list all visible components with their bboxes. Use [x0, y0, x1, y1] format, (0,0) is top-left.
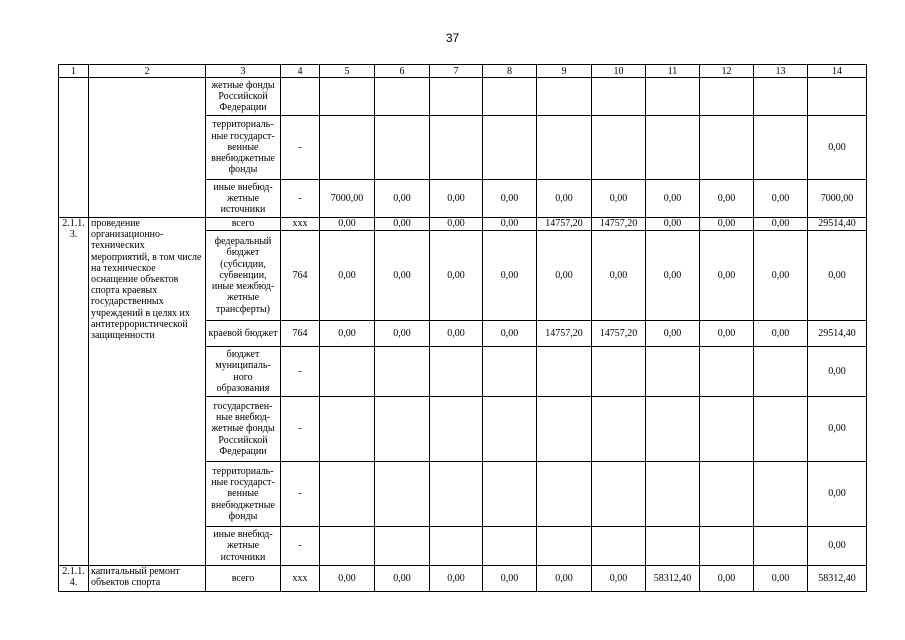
- amount-cell: [592, 527, 646, 566]
- amount-cell: 58312,40: [808, 566, 867, 592]
- amount-cell: [375, 78, 430, 116]
- amount-cell: [375, 347, 430, 397]
- amount-cell: [754, 462, 808, 527]
- empty-cell: [89, 78, 206, 218]
- amount-cell: 0,00: [808, 116, 867, 180]
- column-header: 8: [483, 65, 537, 78]
- table-row: [59, 78, 867, 116]
- amount-cell: [375, 397, 430, 462]
- amount-cell: 58312,40: [646, 566, 700, 592]
- funding-source: всего: [206, 218, 281, 231]
- row-number: 2.1.1. 4.: [59, 566, 89, 592]
- amount-cell: 0,00: [646, 321, 700, 347]
- funding-source: бюджет муниципаль-ного образования: [206, 347, 281, 397]
- amount-cell: [483, 116, 537, 180]
- amount-cell: [483, 462, 537, 527]
- amount-cell: 0,00: [700, 321, 754, 347]
- amount-cell: [700, 116, 754, 180]
- amount-cell: [700, 527, 754, 566]
- funding-source: федеральный бюджет (субсидии, субвенции, иные межбюд-жетные трансферты): [206, 231, 281, 321]
- amount-cell: 0,00: [430, 218, 483, 231]
- amount-cell: [430, 527, 483, 566]
- column-header: 13: [754, 65, 808, 78]
- amount-cell: [592, 347, 646, 397]
- amount-cell: [754, 78, 808, 116]
- amount-cell: [537, 462, 592, 527]
- amount-cell: 0,00: [483, 218, 537, 231]
- amount-cell: 0,00: [808, 231, 867, 321]
- amount-cell: 0,00: [646, 218, 700, 231]
- amount-cell: 0,00: [592, 231, 646, 321]
- amount-cell: 0,00: [537, 566, 592, 592]
- amount-cell: [646, 527, 700, 566]
- amount-cell: [320, 116, 375, 180]
- amount-cell: [430, 347, 483, 397]
- budget-code: -: [281, 180, 320, 218]
- column-header: 4: [281, 65, 320, 78]
- amount-cell: [537, 347, 592, 397]
- budget-code: -: [281, 462, 320, 527]
- budget-code: 764: [281, 321, 320, 347]
- amount-cell: [537, 527, 592, 566]
- column-header: 1: [59, 65, 89, 78]
- amount-cell: [537, 78, 592, 116]
- amount-cell: 14757,20: [537, 321, 592, 347]
- amount-cell: 0,00: [754, 321, 808, 347]
- amount-cell: [483, 78, 537, 116]
- amount-cell: [537, 116, 592, 180]
- amount-cell: 0,00: [320, 218, 375, 231]
- amount-cell: 0,00: [808, 397, 867, 462]
- funding-source: жетные фонды Российской Федерации: [206, 78, 281, 116]
- amount-cell: [375, 116, 430, 180]
- amount-cell: 0,00: [375, 218, 430, 231]
- column-header: 11: [646, 65, 700, 78]
- amount-cell: 0,00: [592, 180, 646, 218]
- funding-source: иные внебюд-жетные источники: [206, 180, 281, 218]
- budget-code: 764: [281, 231, 320, 321]
- amount-cell: 0,00: [754, 218, 808, 231]
- funding-source: территориаль-ные государст-венные внебюджетные фонды: [206, 462, 281, 527]
- amount-cell: 7000,00: [808, 180, 867, 218]
- amount-cell: [754, 527, 808, 566]
- amount-cell: [700, 347, 754, 397]
- amount-cell: [320, 347, 375, 397]
- amount-cell: [320, 78, 375, 116]
- budget-code: -: [281, 397, 320, 462]
- funding-source: территориаль-ные государст-венные внебюджетные фонды: [206, 116, 281, 180]
- amount-cell: 0,00: [808, 462, 867, 527]
- amount-cell: 0,00: [430, 321, 483, 347]
- budget-code: [281, 78, 320, 116]
- amount-cell: [483, 397, 537, 462]
- amount-cell: 0,00: [700, 180, 754, 218]
- amount-cell: [646, 462, 700, 527]
- amount-cell: 0,00: [483, 321, 537, 347]
- column-header: 6: [375, 65, 430, 78]
- amount-cell: [592, 397, 646, 462]
- activity-name: проведение организационно-технических мероприятий, в том числе на техническое оснащение объектов спорта краевых государственных учреждений в целях их антитеррористической защищенности: [89, 218, 206, 566]
- empty-cell: [59, 78, 89, 218]
- amount-cell: 29514,40: [808, 218, 867, 231]
- budget-table: [58, 64, 867, 592]
- amount-cell: [537, 397, 592, 462]
- header-row: [59, 65, 867, 78]
- budget-code: -: [281, 527, 320, 566]
- amount-cell: 14757,20: [537, 218, 592, 231]
- amount-cell: 0,00: [320, 321, 375, 347]
- amount-cell: [700, 78, 754, 116]
- budget-code: ххх: [281, 218, 320, 231]
- amount-cell: 7000,00: [320, 180, 375, 218]
- amount-cell: 0,00: [483, 231, 537, 321]
- amount-cell: [430, 116, 483, 180]
- budget-code: -: [281, 347, 320, 397]
- amount-cell: [320, 527, 375, 566]
- funding-source: государствен-ные внебюд-жетные фонды Российской Федерации: [206, 397, 281, 462]
- amount-cell: 0,00: [537, 180, 592, 218]
- amount-cell: 0,00: [646, 231, 700, 321]
- funding-source: иные внебюд-жетные источники: [206, 527, 281, 566]
- amount-cell: 29514,40: [808, 321, 867, 347]
- amount-cell: [483, 527, 537, 566]
- column-header: 5: [320, 65, 375, 78]
- amount-cell: [646, 347, 700, 397]
- row-number: 2.1.1. 3.: [59, 218, 89, 566]
- amount-cell: [430, 78, 483, 116]
- amount-cell: 0,00: [592, 566, 646, 592]
- column-header: 7: [430, 65, 483, 78]
- amount-cell: 0,00: [700, 231, 754, 321]
- amount-cell: [754, 347, 808, 397]
- table-row: [59, 566, 867, 592]
- amount-cell: 0,00: [430, 231, 483, 321]
- column-header: 12: [700, 65, 754, 78]
- amount-cell: [320, 462, 375, 527]
- amount-cell: 0,00: [700, 566, 754, 592]
- amount-cell: 0,00: [430, 180, 483, 218]
- amount-cell: [483, 347, 537, 397]
- amount-cell: [646, 78, 700, 116]
- page-number: 37: [445, 31, 460, 45]
- amount-cell: [375, 527, 430, 566]
- amount-cell: 0,00: [754, 180, 808, 218]
- amount-cell: 0,00: [430, 566, 483, 592]
- amount-cell: 0,00: [700, 218, 754, 231]
- amount-cell: 0,00: [754, 566, 808, 592]
- table-row: [59, 218, 867, 231]
- amount-cell: 0,00: [320, 566, 375, 592]
- amount-cell: [592, 116, 646, 180]
- column-header: 10: [592, 65, 646, 78]
- amount-cell: [592, 78, 646, 116]
- amount-cell: 0,00: [320, 231, 375, 321]
- column-header: 14: [808, 65, 867, 78]
- budget-code: -: [281, 116, 320, 180]
- amount-cell: 0,00: [808, 527, 867, 566]
- funding-source: всего: [206, 566, 281, 592]
- amount-cell: [375, 462, 430, 527]
- amount-cell: [808, 78, 867, 116]
- column-header: 9: [537, 65, 592, 78]
- amount-cell: [700, 462, 754, 527]
- column-header: 2: [89, 65, 206, 78]
- amount-cell: [430, 397, 483, 462]
- amount-cell: 0,00: [375, 321, 430, 347]
- amount-cell: [646, 116, 700, 180]
- amount-cell: [700, 397, 754, 462]
- funding-source: краевой бюджет: [206, 321, 281, 347]
- amount-cell: 0,00: [483, 566, 537, 592]
- amount-cell: 0,00: [375, 231, 430, 321]
- amount-cell: 0,00: [375, 566, 430, 592]
- amount-cell: [754, 397, 808, 462]
- amount-cell: [592, 462, 646, 527]
- budget-code: ххх: [281, 566, 320, 592]
- amount-cell: 14757,20: [592, 321, 646, 347]
- amount-cell: 0,00: [537, 231, 592, 321]
- amount-cell: [430, 462, 483, 527]
- activity-name: капитальный ремонт объектов спорта: [89, 566, 206, 592]
- amount-cell: 0,00: [375, 180, 430, 218]
- amount-cell: [754, 116, 808, 180]
- amount-cell: [646, 397, 700, 462]
- amount-cell: 0,00: [483, 180, 537, 218]
- amount-cell: 0,00: [646, 180, 700, 218]
- amount-cell: 0,00: [808, 347, 867, 397]
- column-header: 3: [206, 65, 281, 78]
- amount-cell: 0,00: [754, 231, 808, 321]
- amount-cell: 14757,20: [592, 218, 646, 231]
- amount-cell: [320, 397, 375, 462]
